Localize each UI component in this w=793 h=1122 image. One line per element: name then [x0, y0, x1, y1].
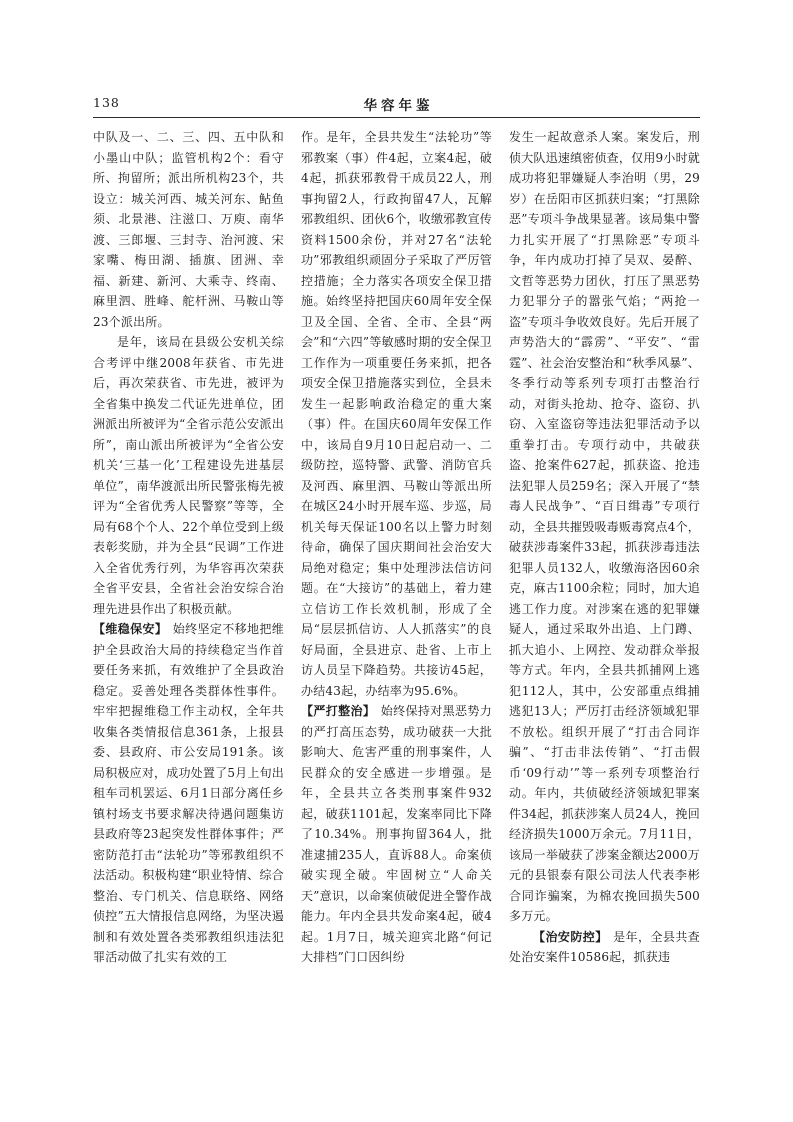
entry-heading: 【治安防控】: [533, 929, 608, 944]
page-number: 138: [93, 95, 120, 110]
page-header: [93, 94, 700, 112]
paragraph-continuation: 中队及一、二、三、四、五中队和小墨山中队；监管机构2个：看守所、拘留所；派出所机构23个，共设立：城关河西、城关河东、鲇鱼须、北景港、注滋口、万庾、南华渡、三郎堰、三封寺、治河渡、宋家嘴、梅田湖、插旗、团洲、幸福、新建、新河、大乘寺、终南、麻里泗、胜峰、舵杆洲、马鞍山等23个派出所。: [93, 130, 284, 329]
entry-paragraph-zhian-fangkong: [509, 927, 700, 968]
column-2: [301, 127, 492, 1049]
paragraph: 是年，该局在县级公安机关综合考评中继2008年获省、市先进后，再次荣获省、市先进，被评为全省集中换发二代证先进单位，团洲派出所被评为“全省示范公安派出所”，南山派出所被评为“全省公安机关‘三基一化’工程建设先进基层单位”，南华渡派出所民警张梅先被评为“全省优秀人民警察”等等，全局有68个个人、22个单位受到上级表彰奖励，并为全县“民调”工作进入全省优秀行列，为华容再次荣获全省平安县，全省社会治安综合治理先进县作出了积极贡献。: [93, 335, 284, 616]
book-title: 华容年鉴: [363, 98, 434, 114]
paragraph-continuation: 作。是年，全县共发生“法轮功”等邪教案（事）件4起，立案4起，破4起，抓获邪教骨干成员22人，刑事拘留2人，行政拘留47人，瓦解邪教组织、团伙6个，收缴邪教宣传资料1500余份，并对27名“法轮功”邪教组织顽固分子采取了严厉管控措施；全力落实各项安全保卫措施。始终坚持把国庆60周年安全保卫及全国、全省、全市、全县“两会”和“六四”等敏感时期的安全保卫工作作为一项重要任务来抓，把各项安全保卫措施落实到位，全县未发生一起影响政治稳定的重大案（事）件。在国庆60周年安保工作中，该局自9月10日起启动一、二级防控，巡特警、武警、消防官兵及河西、麻里泗、马鞍山等派出所在城区24小时开展车巡、步巡，局机关每天保证100名以上警力时刻待命，确保了国庆期间社会治安大局绝对稳定；集中处理涉法信访问题。在“大接访”的基础上，着力建立信访工作长效机制，形成了全局“层层抓信访、人人抓落实”的良好局面，全县进京、赴省、上市上访人员呈下降趋势。共接访45起，办结43起，办结率为95.6%。: [301, 130, 492, 698]
entry-heading: 【维稳保安】: [93, 622, 168, 636]
entry-text: 始终保持对黑恶势力的严打高压态势，成功破获一大批影响大、危害严重的刑事案件，人民群众的安全感进一步增强。是年，全县共立各类刑事案件932起，破获1101起，发案率同比下降了10.34%。刑事拘留364人，批准逮捕235人，直诉88人。命案侦破实现全破。牢固树立“人命关天”意识，以命案侦破促进全警作战能力。年内全县共发命案4起，破4起。1月7日，城关迎宾北路“何记大排档”门口因纠纷: [301, 704, 492, 964]
column-1: [93, 127, 284, 1049]
text-columns: [93, 127, 700, 1049]
column-3: [509, 127, 700, 1049]
entry-paragraph-yanda-zhengzhi: [301, 701, 492, 968]
entry-text: 是年，全县共查处治安案件10586起，抓获违: [509, 929, 700, 964]
entry-text: 始终坚定不移地把维护全县政治大局的持续稳定当作首要任务来抓，有效维护了全县政治稳定。妥善处理各类群体性事件。牢牢把握维稳工作主动权，全年共收集各类情报信息361条，上报县委、县政府、市公安局191条。该局积极应对，成功处置了5月上旬出租车司机罢运、6月1日部分离任乡镇村场支书要求解决待遇问题集访县政府等23起突发性群体事件；严密防范打击“法轮功”等邪教组织不法活动。积极构建“职业特情、综合整治、专门机关、信息联络、网络侦控”五大情报信息网络，为坚决遏制和有效处置各类邪教组织违法犯罪活动做了扎实有效的工: [93, 622, 284, 964]
header-rule: [93, 117, 700, 118]
entry-heading: 【严打整治】: [301, 704, 376, 718]
paragraph-continuation: 发生一起故意杀人案。案发后，刑侦大队迅速缜密侦查，仅用9小时就成功将犯罪嫌疑人李治明（男，29岁）在岳阳市区抓获归案；“打黑除恶”专项斗争战果显著。该局集中警力扎实开展了“打黑除恶”专项斗争，年内成功打掉了吴双、晏醉、文哲等恶势力团伙，打压了黑恶势力犯罪分子的嚣张气焰；“两抢一盗”专项斗争收效良好。先后开展了声势浩大的“霹雳”、“平安”、“雷霆”、社会治安整治和“秋季风暴”、冬季行动等系列专项打击整治行动，对街头抢劫、抢夺、盗窃、扒窃、入室盗窃等违法犯罪活动予以重拳打击。专项行动中，共破获盗、抢案件627起，抓获盗、抢违法犯罪人员259名；深入开展了“禁毒人民战争”、“百日缉毒”专项行动，全县共摧毁吸毒贩毒窝点4个，破获涉毒案件33起，抓获涉毒违法犯罪人员132人，收缴海洛因60余克，麻古1100余粒；同时，加大追逃工作力度。对涉案在逃的犯罪嫌疑人，通过采取外出追、上门蹲、抓大追小、上网控、发动群众举报等方式。年内，全县共抓捕网上逃犯112人，其中，公安部重点缉捕逃犯13人；严厉打击经济领域犯罪不放松。组织开展了“打击合同诈骗”、“打击非法传销”、“打击假币‘09行动’”等一系列专项整治行动。年内，共侦破经济领域犯罪案件34起，抓获涉案人员24人，挽回经济损失1000万余元。7月11日，该局一举破获了涉案金额达2000万元的县银泰有限公司法人代表李彬合同诈骗案，为棉农挽回损失500多万元。: [509, 130, 700, 923]
entry-paragraph-weiwen-baoan: [93, 619, 284, 968]
